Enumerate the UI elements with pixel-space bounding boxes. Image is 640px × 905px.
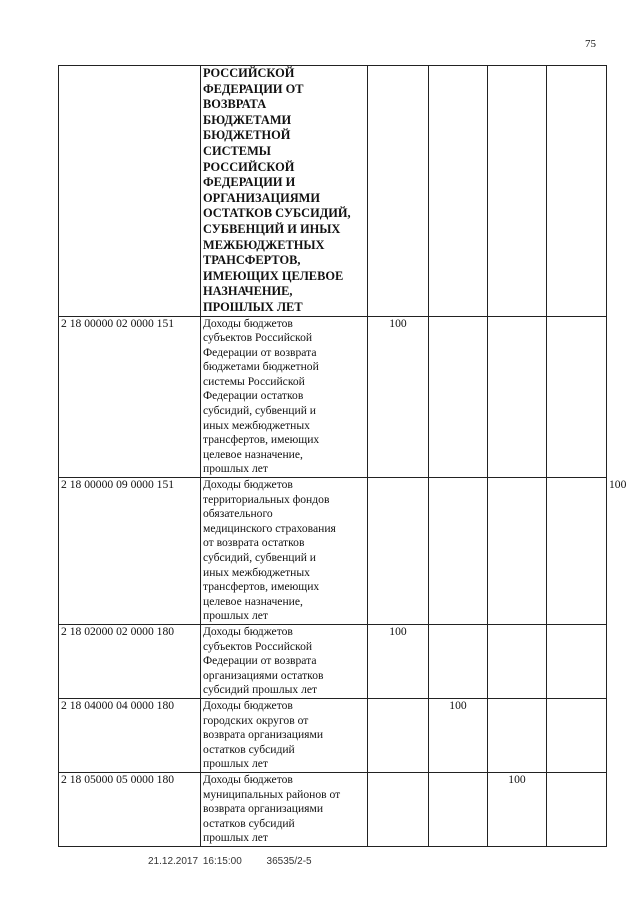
table-body bbox=[59, 66, 627, 847]
budget-code-cell: 2 18 02000 02 0000 180 bbox=[59, 624, 201, 698]
footer-timestamp: 21.12.2017 16:15:00 bbox=[148, 856, 242, 867]
amount-cell: 100 bbox=[368, 316, 429, 478]
revenue-name-cell: Доходы бюджетов городских округов от возврата организациями остатков субсидий прошлых лет bbox=[201, 698, 368, 772]
amount-cell bbox=[488, 316, 547, 478]
page-number: 75 bbox=[585, 38, 596, 50]
amount-cell bbox=[488, 698, 547, 772]
table-row bbox=[59, 316, 607, 478]
table-row bbox=[59, 698, 607, 772]
table-row bbox=[59, 624, 607, 698]
revenue-name-cell: Доходы бюджетов территориальных фондов обязательного медицинского страхования от возврата остатков субсидий, субвенций и иных межбюджетных трансфертов, имеющих целевое назначение, прошлых лет bbox=[201, 478, 368, 625]
revenue-name-cell: Доходы бюджетов субъектов Российской Федерации от возврата бюджетами бюджетной системы Российской Федерации остатков субсидий, субвенций и иных межбюджетных трансфертов, имеющих целевое назначение, прошлых лет bbox=[201, 316, 368, 478]
amount-cell bbox=[368, 478, 429, 625]
amount-cell bbox=[368, 698, 429, 772]
budget-code-cell: 2 18 00000 09 0000 151 bbox=[59, 478, 201, 625]
amount-cell bbox=[368, 772, 429, 846]
amount-cell: 100 bbox=[488, 772, 547, 846]
footer bbox=[148, 856, 312, 867]
budget-code-cell: 2 18 00000 02 0000 151 bbox=[59, 316, 201, 478]
amount-cell bbox=[488, 624, 547, 698]
amount-cell: 100 bbox=[368, 624, 429, 698]
budget-code-cell bbox=[59, 66, 201, 317]
revenue-name-cell: Доходы бюджетов субъектов Российской Федерации от возврата организациями остатков субсидий прошлых лет bbox=[201, 624, 368, 698]
amount-cell: 100 bbox=[429, 698, 488, 772]
amount-cell bbox=[547, 66, 607, 317]
amount-cell bbox=[488, 66, 547, 317]
amount-cell bbox=[488, 478, 547, 625]
amount-cell bbox=[429, 772, 488, 846]
amount-cell bbox=[368, 66, 429, 317]
table-row: 2 18 00000 09 0000 151 Доходы бюджетов территориальных фондов обязательного медицинского страхования от возврата остатков субсидий, субвенций и иных межбюджетных трансфертов, имеющих целевое назначение, прошлых лет 100 bbox=[59, 478, 607, 625]
amount-cell bbox=[429, 624, 488, 698]
revenue-name-cell: РОССИЙСКОЙ ФЕДЕРАЦИИ ОТ ВОЗВРАТА БЮДЖЕТАМИ БЮДЖЕТНОЙ СИСТЕМЫ РОССИЙСКОЙ ФЕДЕРАЦИИ И ОРГАНИЗАЦИЯМИ ОСТАТКОВ СУБСИДИЙ, СУБВЕНЦИЙ И ИНЫХ МЕЖБЮДЖЕТНЫХ ТРАНСФЕРТОВ, ИМЕЮЩИХ ЦЕЛЕВОЕ НАЗНАЧЕНИЕ, ПРОШЛЫХ ЛЕТ bbox=[201, 66, 368, 317]
revenue-name-cell: Доходы бюджетов муниципальных районов от возврата организациями остатков субсидий прошлых лет bbox=[201, 772, 368, 846]
footer-doc-id: 36535/2-5 bbox=[266, 856, 312, 867]
revenue-table bbox=[58, 65, 627, 847]
amount-cell bbox=[547, 316, 607, 478]
table-row bbox=[59, 66, 607, 317]
amount-cell bbox=[547, 698, 607, 772]
amount-cell bbox=[429, 316, 488, 478]
table-row bbox=[59, 772, 607, 846]
amount-cell bbox=[547, 772, 607, 846]
amount-cell bbox=[547, 478, 607, 625]
amount-cell bbox=[547, 624, 607, 698]
budget-code-cell: 2 18 05000 05 0000 180 bbox=[59, 772, 201, 846]
budget-code-cell: 2 18 04000 04 0000 180 bbox=[59, 698, 201, 772]
amount-cell bbox=[429, 478, 488, 625]
amount-cell bbox=[429, 66, 488, 317]
